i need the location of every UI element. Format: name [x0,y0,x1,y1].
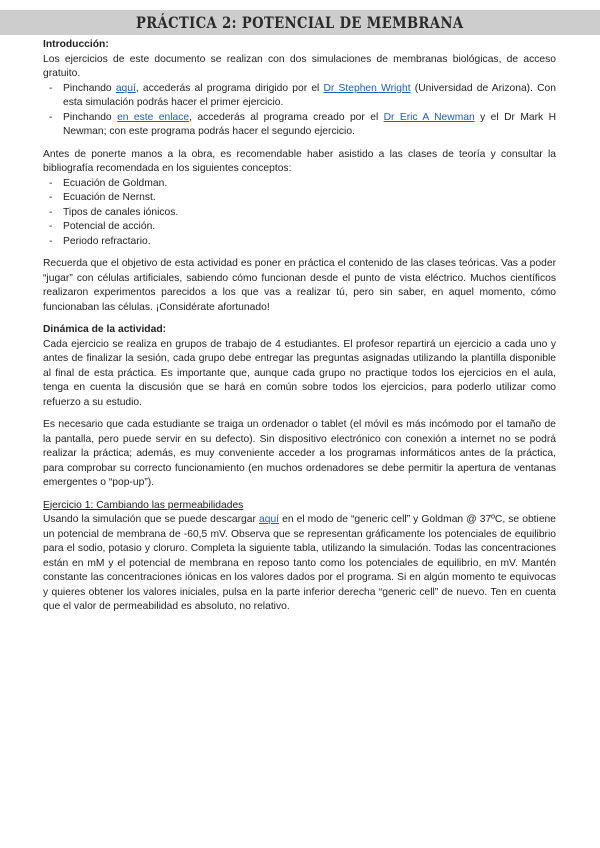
list-item: - Ecuación de Goldman. [43,177,556,192]
simulation-2-link[interactable]: en este enlace [117,111,190,123]
list-item [43,82,556,111]
exercise-text: Usando la simulación que se puede descargar [43,514,259,525]
concepts-list [43,177,556,250]
dynamics-heading: Dinámica de la actividad: [43,324,167,335]
list-item: - Potencial de acción. [43,220,556,235]
bullet-text: Pinchando [63,111,118,123]
bullet-text: , accederás al programa dirigido por el [135,82,324,94]
bullet-text: , accederás al programa creado por el [189,111,384,123]
list-item [43,111,556,140]
concepts-text: Antes de ponerte manos a la obra, es recomendable haber asistido a las clases de teoría y consultar la bibliografía recomendada en los siguientes conceptos: [43,148,556,174]
intro-text: Los ejercicios de este documento se realizan con dos simulaciones de membranas biológicas, de acceso gratuito. [43,53,556,79]
objective-text: Recuerda que el objetivo de esta actividad es poner en práctica el contenido de las clases teóricas. Vas a poder “jugar” con células artificiales, sabiendo cómo funcionan desde el punto de vista eléctrico. Muchos científicos realizaron experimentos parecidos a los que vas a realizar tú, pero sin saber, en aquel momento, cómo funcionaban las células. ¡Considérate afortunado! [43,258,556,313]
bullet-text: Pinchando [63,82,116,94]
simulation-1-link[interactable]: aquí [115,82,136,94]
list-item: - Ecuación de Nernst. [43,191,556,206]
exercise-text: en el modo de “generic cell” y Goldman @ 37ºC, se obtiene un potencial de membrana de -60,5 mV. Observa que se representan gráficamente los potenciales de equilibrio para el sodio, potasio y cloruro. Completa la siguiente tabla, utilizando la simulación. Todas las concentraciones están en mM y el potencial de membrana en reposo tanto como los potenciales de equilibrio, en mV. Mantén constante las concentraciones iónicas en los valores dados por el programa. Si en algún momento te equivocas y quieres obtener los valores iniciales, pulsa en la parte inferior derecha “generic cell” de nuevo. Ten en cuenta que el valor de permeabilidad es absoluto, no relativo. [43,514,556,612]
exercise-1-heading: Ejercicio 1: Cambiando las permeabilidades [43,499,244,511]
bullet-text: y el Dr Mark H Newman; con este programa podrás hacer el segundo ejercicio. [63,111,557,137]
title-bar [0,10,600,35]
page-title: PRÁCTICA 2: POTENCIAL DE MEMBRANA [136,13,464,32]
bullet-text: (Universidad de Arizona). Con esta simulación podrás hacer el primer ejercicio. [63,82,556,108]
exercise-1-text [43,513,556,615]
intro-heading: Introducción: [43,39,109,50]
eric-newman-link[interactable]: Dr Eric A Newman [383,111,475,123]
list-item: - Periodo refractario. [43,235,556,250]
stephen-wright-link[interactable]: Dr Stephen Wright [323,82,411,94]
dynamics-paragraph-1: Cada ejercicio se realiza en grupos de trabajo de 4 estudiantes. El profesor repartirá un ejercicio a cada uno y antes de finalizar la sesión, cada grupo debe entregar las preguntas asignadas utilizando la plantilla disponible al final de esta práctica. Es importante que, aunque cada grupo no practique todos los ejercicios en el aula, tenga en cuenta la discusión que se hará en común sobre todos los ejercicios, para poderlo utilizar como refuerzo a su estudio. [43,338,556,408]
intro-list [43,82,556,140]
document-body [43,38,556,615]
list-item: - Tipos de canales iónicos. [43,206,556,221]
dynamics-paragraph-2: Es necesario que cada estudiante se traiga un ordenador o tablet (el móvil es más incómodo por el tamaño de la pantalla, pero puede servir en su defecto). Sin dispositivo electrónico con conexión a internet no se podrá realizar la práctica; además, es muy conveniente acceder a los programas informáticos antes de la práctica, para comprobar su correcto funcionamiento (en muchos ordenadores se debe permitir la apertura de ventanas emergentes o “pop-up”). [43,419,556,488]
download-simulation-link[interactable]: aquí [259,514,280,525]
